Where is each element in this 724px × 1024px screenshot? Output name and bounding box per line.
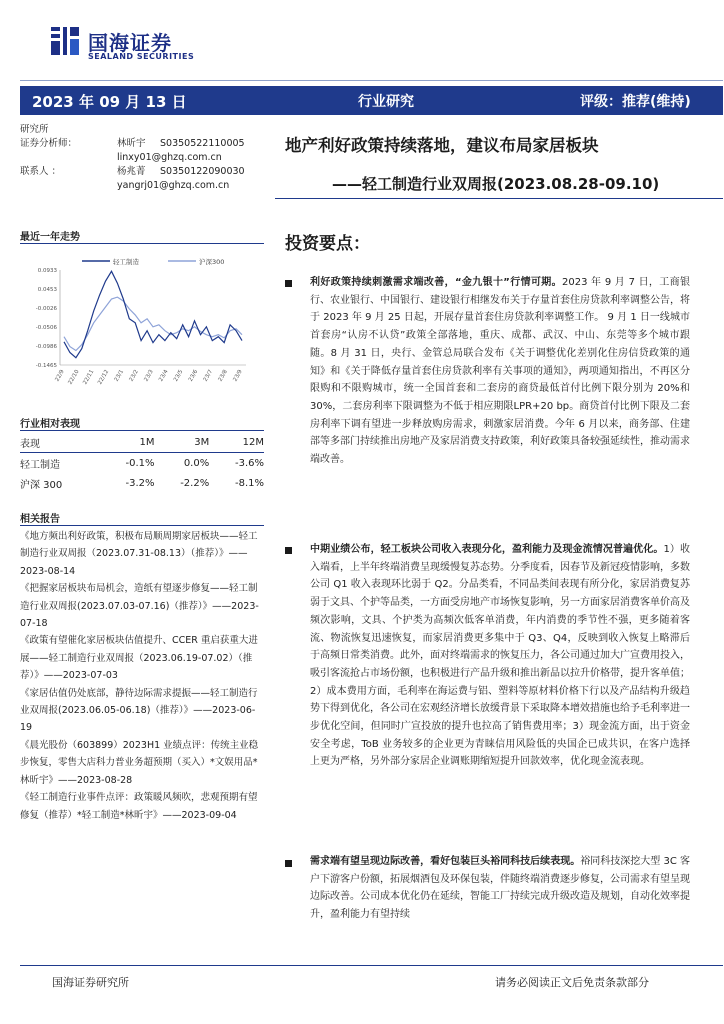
trend-chart [20,253,250,388]
title-rule [275,198,723,199]
y-tick-label: 0.0933 [37,268,57,274]
bullet-icon [285,547,292,554]
y-tick-label: -0.1465 [35,363,57,369]
footer-disclaimer: 请务必阅读正文后免责条款部分 [495,976,649,989]
logo-text: 国海证券 [88,31,172,55]
x-axis-ticks [54,369,244,386]
report-type: 行业研究 [358,94,414,110]
x-tick-label: 23/2 [128,369,140,383]
key-point-1 [310,274,690,469]
y-tick-label: -0.0026 [35,306,57,312]
contact-id: S0350122090030 [160,166,245,177]
performance-table [20,432,264,493]
trend-heading: 最近一年走势 [20,232,80,243]
analyst-name: 林昕宇 [117,138,146,149]
y-tick-label: 0.0453 [37,287,57,293]
related-report-item[interactable]: 《轻工制造行业事件点评：政策暖风频吹，悲观预期有望修复（推荐）*轻工制造*林昕宇》——2023-09-04 [20,792,258,821]
header-rule [20,80,723,81]
table-row [20,473,264,493]
table-cell: -3.2% [125,477,155,489]
institute: 研究所 [20,124,49,135]
x-tick-label: 22/10 [67,369,81,386]
col-header: 3M [154,432,209,453]
table-cell: 沪深 300 [20,479,63,491]
series-line-industry [64,271,242,357]
key-points-heading: 投资要点： [285,234,370,254]
x-tick-label: 23/5 [173,369,185,383]
key-point-2-lead: 中期业绩公布，轻工板块公司收入表现分化，盈利能力及现金流情况普遍优化。 [310,544,664,555]
contact-name: 杨兆菁 [117,166,146,177]
related-reports-list [20,528,264,824]
key-point-2-body: 1）收入端看，上半年终端消费呈现缓慢复苏态势。分季度看，因春节及新冠疫情影响，多数公司 Q1 收入表现环比弱于 Q2。分品类看，不同品类间表现有所分化，家居消费复苏弱于文具、个护等品类，一方面受房地产市场恢复影响，另一方面家居消费客单价高及频次影响，文具、个护类为高频次低客单消费，年内消费的季节性不强，更多随着客流、物流恢复迅速恢复，而家居消费更多集中于 Q3、Q4，反映到收入恢复上略滞后于高频日常类消费。此外，面对终端需求的恢复压力，各公司通过加大广宣费用投入，吸引客流抢占市场份额，也积极进行产品升级和推出新品以拉升价格带，提升客单值；2）成本费用方面，毛利率在海运费与铝、塑料等原材料价格下行以及产品结构升级趋势下得到优化，各公司在宏观经济增长放缓背景下采取降本增效措施也给予毛利率进一步优化空间，但同时广宣投放的提升也拉高了销售费用率；3）现金流方面，出于资金安全考虑，ToB 业务较多的企业更为青睐信用风险低的央国企已成共识，在客户选择上更为严格，另外部分家居企业调账期缩短提升回款效率，优化现金流表现。 [310,544,690,768]
key-point-2 [310,541,690,771]
table-cell: 0.0% [183,457,210,469]
related-report-item[interactable]: 《地方频出利好政策，积极布局顺周期家居板块——轻工制造行业双周报（2023.07.31-08.13）（推荐）》——2023-08-14 [20,531,258,577]
logo-english-text: SEALAND SECURITIES [88,52,195,61]
footer-rule [20,965,723,966]
chart-legend [82,257,224,266]
analyst-email[interactable]: linxy01@ghzq.com.cn [117,152,222,163]
reports-rule [20,525,264,526]
col-header: 1M [100,432,155,453]
x-tick-label: 23/8 [217,369,229,383]
x-tick-label: 23/6 [187,369,200,383]
performance-rule [20,430,264,431]
report-date: 2023 年 09 月 13 日 [32,93,187,111]
report-subtitle: ——轻工制造行业双周报(2023.08.28-09.10) [332,175,660,193]
bullet-icon [285,860,292,867]
key-point-3-lead: 需求端有望呈现边际改善，看好包装巨头裕同科技后续表现。 [310,856,581,867]
rating: 评级：推荐(维持) [580,94,691,110]
x-tick-label: 23/3 [143,369,155,383]
x-tick-label: 22/9 [54,369,66,383]
table-header-row [20,432,264,453]
x-tick-label: 22/12 [97,369,111,386]
related-report-item[interactable]: 《晨光股份（603899）2023H1 业绩点评：传统主业稳步恢复，零售大店科力普业务超预期（买入）*文娱用品*林昕宇》——2023-08-28 [20,739,259,786]
table-cell: -2.2% [180,477,210,489]
x-tick-label: 23/7 [202,369,215,383]
x-tick-label: 23/1 [113,369,126,383]
performance-heading: 行业相对表现 [20,419,80,430]
contact-email[interactable]: yangrj01@ghzq.com.cn [117,180,230,191]
analyst-label: 证券分析师： [20,138,78,149]
trend-rule [20,243,264,244]
bullet-icon [285,280,292,287]
y-tick-label: -0.0986 [35,344,57,350]
key-point-1-body: 2023 年 9 月 7 日，工商银行、农业银行、中国银行、建设银行相继发布关于存量首套住房贷款利率调整公告，将于 2023 年 9 月 25 日起，开展存量首套住房贷款利率调整工作。 9 月 1 日一线城市首套房“认房不认贷”政策全部落地，重庆、成都、武汉、中山、东莞等多个城市跟随。8 月 31 日，央行、金管总局联合发布《关于调整优化差别化住房信贷政策的通知》和《关于降低存量首套住房贷款利率有关事项的通知》，两项通知指出，不再区分限购和不限购城市，统一全国首套和二套房的商贷最低首付比例下限分别为 20%和 30%，二套房利率下限调整为不低于相应期限LPR+20 bp。商贷首付比例下限及二套房利率下调有望进一步释放购房需求，刺激家居消费。今年 6 月以来，商务部、住建部等多部门持续推出房地产及家居消费支持政策，利好政策具备较强延续性，推动需求端改善。 [310,277,690,466]
x-tick-label: 22/11 [82,369,96,386]
col-header: 12M [209,432,264,453]
legend-label-csi300: 沪深300 [199,258,225,266]
footer-institute: 国海证券研究所 [52,976,129,989]
related-report-item[interactable]: 《把握家居板块布局机会，造纸有望逐步修复——轻工制造行业双周报(2023.07.03-07.16)（推荐）》——2023-07-18 [20,583,259,630]
related-report-item[interactable]: 《家居估值仍处底部，静待边际需求提振——轻工制造行业双周报(2023.06.05-06.18)（推荐）》——2023-06-19 [20,687,258,734]
reports-heading: 相关报告 [20,514,60,525]
table-cell: -0.1% [125,457,155,469]
report-title: 地产利好政策持续落地，建议布局家居板块 [285,136,599,155]
key-point-1-lead: 利好政策持续刺激需求端改善，“金九银十”行情可期。 [310,277,563,288]
table-row [20,453,264,474]
y-axis-ticks [36,268,58,369]
table-cell: -3.6% [234,457,264,469]
key-point-3 [310,853,690,924]
analyst-id: S0350522110005 [160,138,245,149]
key-point-3-body: 裕同科技深挖大型 3C 客户下游客户份额，拓展烟酒包及环保包装，伴随终端消费逐步修复，公司需求有望呈现边际改善。公司成本优化仍在延续，智能工厂持续完成升级改造及规划，自动化效率提升，盈利能力有望持续 [310,856,691,921]
table-cell: 轻工制造 [20,459,60,471]
col-header: 表现 [20,432,100,453]
legend-label-industry: 轻工制造 [113,258,139,266]
sealand-logo-mark [50,25,80,57]
x-tick-label: 23/4 [158,369,170,383]
y-tick-label: -0.0506 [35,325,57,331]
table-cell: -8.1% [234,477,264,489]
x-tick-label: 23/9 [232,369,244,383]
related-report-item[interactable]: 《政策有望催化家居板块估值提升、CCER 重启获重大进展——轻工制造行业双周报（2023.06.19-07.02）（推荐）》——2023-07-03 [20,635,258,682]
contact-label: 联系人 ： [20,166,62,177]
